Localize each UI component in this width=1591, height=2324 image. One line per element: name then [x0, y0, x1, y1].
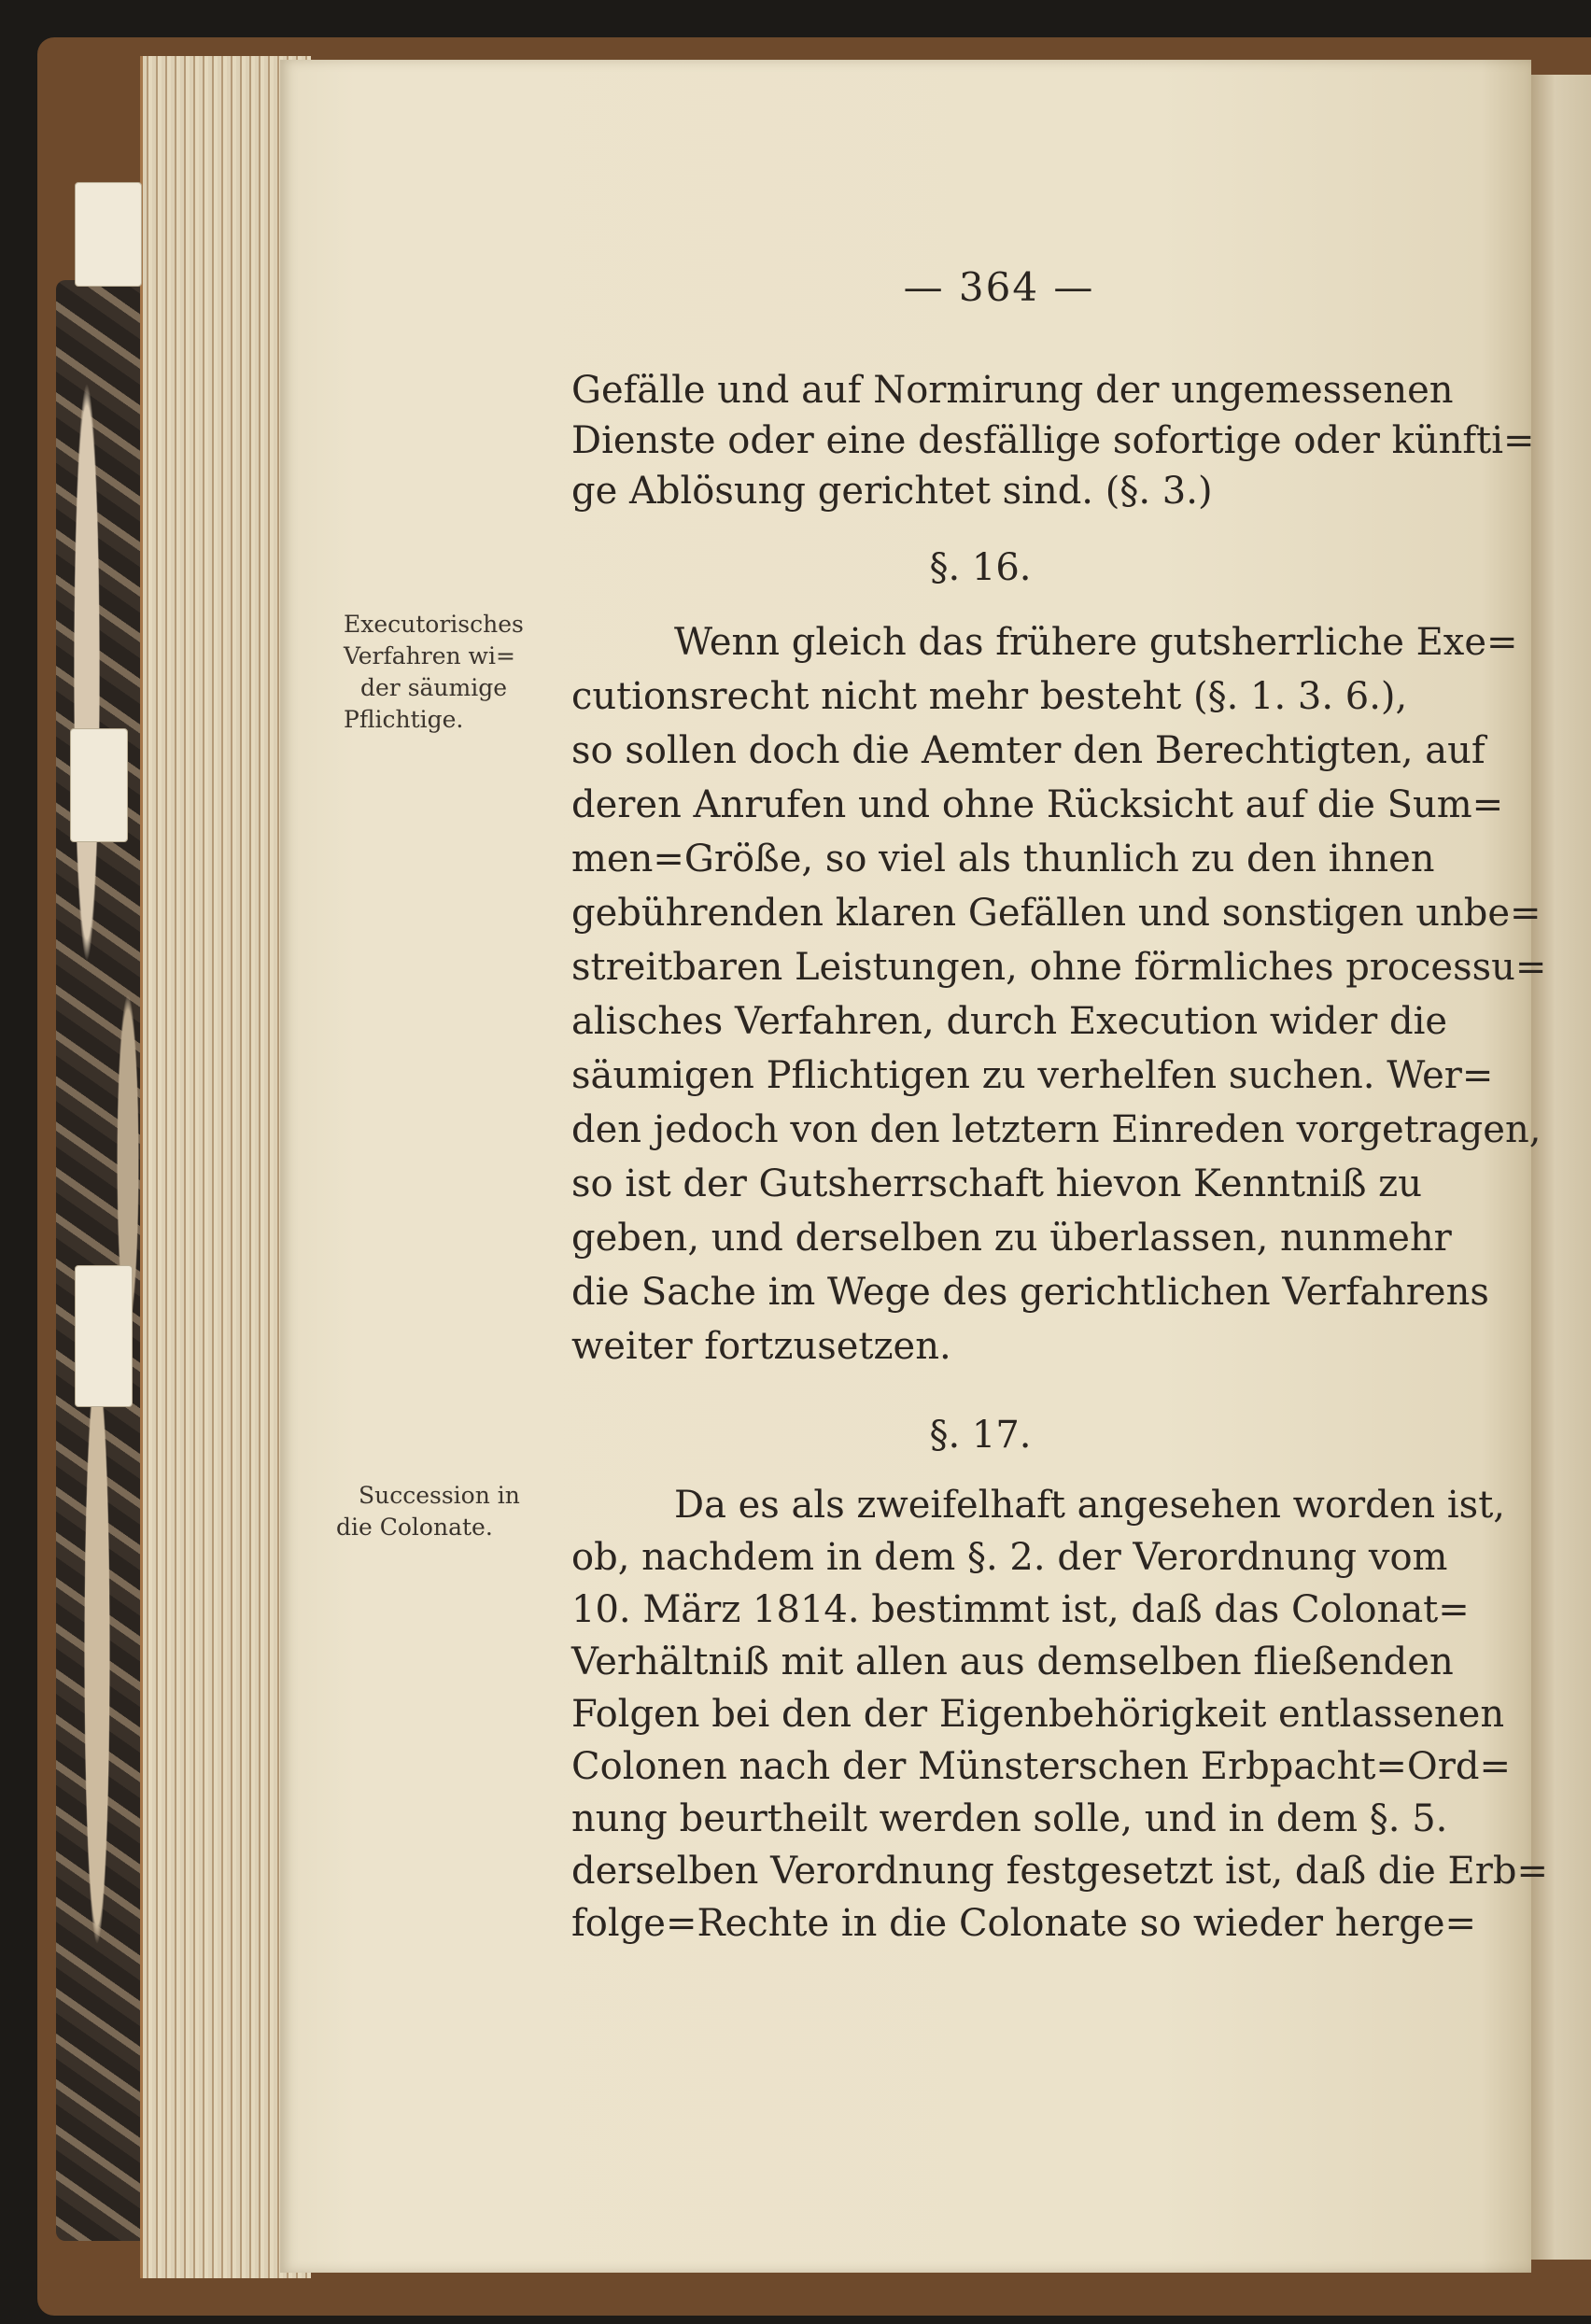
text-line: folge=Rechte in die Colonate so wieder herge= [571, 1902, 1477, 1945]
text-line: Da es als zweifelhaft angesehen worden ist, [674, 1484, 1505, 1527]
text-line: so sollen doch die Aemter den Berechtigten, auf [571, 729, 1485, 772]
text-line: den jedoch von den letztern Einreden vorgetragen, [571, 1108, 1542, 1151]
text-line: alisches Verfahren, durch Execution wider die [571, 1000, 1448, 1043]
text-line: deren Anrufen und ohne Rücksicht auf die Sum= [571, 783, 1504, 826]
text-line: nung beurtheilt werden solle, und in dem §. 5. [571, 1797, 1448, 1840]
text-line: Gefälle und auf Normirung der ungemessenen [571, 369, 1454, 412]
text-line: Colonen nach der Münsterschen Erbpacht=Ord= [571, 1745, 1511, 1788]
section-16-heading: §. 16. [929, 546, 1032, 589]
text-line: die Sache im Wege des gerichtlichen Verfahrens [571, 1271, 1489, 1314]
margin-note-line: Pflichtige. [344, 706, 464, 733]
margin-note-line: Succession in [359, 1482, 520, 1509]
text-line: derselben Verordnung festgesetzt ist, daß die Erb= [571, 1850, 1548, 1893]
margin-note-line: Executorisches [344, 611, 524, 638]
text-line: cutionsrecht nicht mehr besteht (§. 1. 3. 6.), [571, 675, 1408, 718]
text-line: 10. März 1814. bestimmt ist, daß das Colonat= [571, 1588, 1470, 1631]
text-line: men=Größe, so viel als thunlich zu den ihnen [571, 838, 1435, 880]
margin-note-line: die Colonate. [336, 1514, 493, 1541]
margin-note-line: der säumige [360, 674, 508, 701]
text-line: Folgen bei den der Eigenbehörigkeit entlassenen [571, 1693, 1505, 1736]
section-17-heading: §. 17. [929, 1414, 1032, 1457]
text-line: Dienste oder eine desfällige sofortige oder künfti= [571, 419, 1535, 462]
text-line: ge Ablösung gerichtet sind. (§. 3.) [571, 470, 1213, 513]
text-line: weiter fortzusetzen. [571, 1325, 951, 1368]
text-line: säumigen Pflichtigen zu verhelfen suchen. Wer= [571, 1054, 1494, 1097]
text-line: Verhältniß mit allen aus demselben fließenden [571, 1641, 1454, 1683]
text-line: so ist der Gutsherrschaft hievon Kenntniß zu [571, 1162, 1422, 1205]
margin-note-executorisches [344, 609, 524, 736]
margin-note-line: Verfahren wi= [344, 642, 515, 669]
text-line: geben, und derselben zu überlassen, nunmehr [571, 1217, 1452, 1260]
text-line: ob, nachdem in dem §. 2. der Verordnung vom [571, 1536, 1448, 1579]
text-line: gebührenden klaren Gefällen und sonstigen unbe= [571, 892, 1542, 935]
text-line: Wenn gleich das frühere gutsherrliche Exe= [674, 621, 1518, 664]
page-number: — 364 — [903, 264, 1095, 310]
text-line: streitbaren Leistungen, ohne förmliches processu= [571, 946, 1547, 989]
margin-note-succession [336, 1480, 520, 1543]
